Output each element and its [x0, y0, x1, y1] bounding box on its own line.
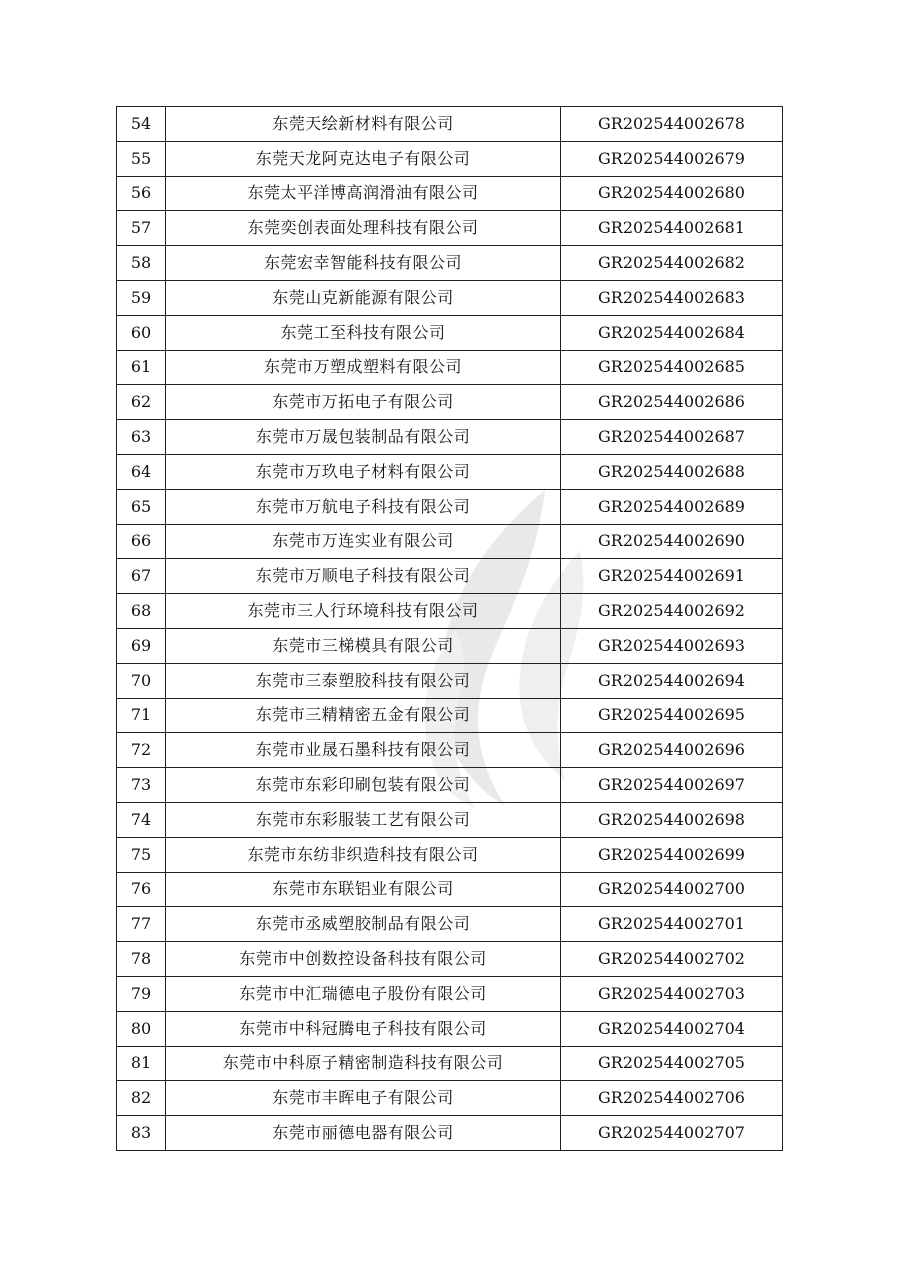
table-row [117, 141, 783, 176]
table-row [117, 733, 783, 768]
company-name: 东莞市三梯模具有限公司 [166, 628, 561, 663]
row-index: 77 [117, 907, 166, 942]
company-name: 东莞宏幸智能科技有限公司 [166, 246, 561, 281]
row-index: 59 [117, 280, 166, 315]
row-index: 66 [117, 524, 166, 559]
certificate-code: GR202544002692 [561, 594, 783, 629]
company-name: 东莞市万顺电子科技有限公司 [166, 559, 561, 594]
row-index: 70 [117, 663, 166, 698]
company-name: 东莞市东彩印刷包装有限公司 [166, 768, 561, 803]
row-index: 80 [117, 1011, 166, 1046]
table-row [117, 907, 783, 942]
company-name: 东莞市三精精密五金有限公司 [166, 698, 561, 733]
row-index: 75 [117, 837, 166, 872]
certificate-code: GR202544002696 [561, 733, 783, 768]
table-row [117, 385, 783, 420]
company-name: 东莞市三人行环境科技有限公司 [166, 594, 561, 629]
company-name: 东莞市东联铝业有限公司 [166, 872, 561, 907]
certificate-code: GR202544002704 [561, 1011, 783, 1046]
certificate-code: GR202544002690 [561, 524, 783, 559]
company-name: 东莞市丰晖电子有限公司 [166, 1081, 561, 1116]
table-row [117, 802, 783, 837]
certificate-code: GR202544002707 [561, 1116, 783, 1151]
company-name: 东莞市中科冠腾电子科技有限公司 [166, 1011, 561, 1046]
row-index: 65 [117, 489, 166, 524]
table-row [117, 559, 783, 594]
company-name: 东莞山克新能源有限公司 [166, 280, 561, 315]
row-index: 57 [117, 211, 166, 246]
row-index: 71 [117, 698, 166, 733]
row-index: 56 [117, 176, 166, 211]
row-index: 62 [117, 385, 166, 420]
row-index: 55 [117, 141, 166, 176]
table-row [117, 837, 783, 872]
certificate-code: GR202544002705 [561, 1046, 783, 1081]
row-index: 73 [117, 768, 166, 803]
certificate-code: GR202544002685 [561, 350, 783, 385]
company-name: 东莞奕创表面处理科技有限公司 [166, 211, 561, 246]
table-row [117, 628, 783, 663]
row-index: 78 [117, 942, 166, 977]
certificate-code: GR202544002700 [561, 872, 783, 907]
table-row [117, 942, 783, 977]
row-index: 74 [117, 802, 166, 837]
certificate-code: GR202544002703 [561, 976, 783, 1011]
certificate-code: GR202544002684 [561, 315, 783, 350]
table-row [117, 1011, 783, 1046]
company-name: 东莞市丽德电器有限公司 [166, 1116, 561, 1151]
company-name: 东莞市万拓电子有限公司 [166, 385, 561, 420]
table-row [117, 211, 783, 246]
table-row [117, 280, 783, 315]
row-index: 81 [117, 1046, 166, 1081]
table-row [117, 1046, 783, 1081]
certificate-code: GR202544002680 [561, 176, 783, 211]
company-list-table [116, 106, 783, 1151]
company-name: 东莞市东彩服装工艺有限公司 [166, 802, 561, 837]
certificate-code: GR202544002698 [561, 802, 783, 837]
row-index: 68 [117, 594, 166, 629]
company-name: 东莞市丞威塑胶制品有限公司 [166, 907, 561, 942]
company-name: 东莞市万连实业有限公司 [166, 524, 561, 559]
company-name: 东莞市东纺非织造科技有限公司 [166, 837, 561, 872]
row-index: 60 [117, 315, 166, 350]
certificate-code: GR202544002689 [561, 489, 783, 524]
table-row [117, 768, 783, 803]
certificate-code: GR202544002697 [561, 768, 783, 803]
company-name: 东莞工至科技有限公司 [166, 315, 561, 350]
table-row [117, 350, 783, 385]
row-index: 63 [117, 420, 166, 455]
certificate-code: GR202544002688 [561, 454, 783, 489]
company-name: 东莞市业晟石墨科技有限公司 [166, 733, 561, 768]
certificate-code: GR202544002679 [561, 141, 783, 176]
certificate-code: GR202544002683 [561, 280, 783, 315]
certificate-code: GR202544002694 [561, 663, 783, 698]
row-index: 83 [117, 1116, 166, 1151]
certificate-code: GR202544002699 [561, 837, 783, 872]
table-row [117, 176, 783, 211]
table-row [117, 663, 783, 698]
company-name: 东莞市万晟包装制品有限公司 [166, 420, 561, 455]
certificate-code: GR202544002686 [561, 385, 783, 420]
company-name: 东莞市中汇瑞德电子股份有限公司 [166, 976, 561, 1011]
company-name: 东莞市中科原子精密制造科技有限公司 [166, 1046, 561, 1081]
certificate-code: GR202544002678 [561, 107, 783, 142]
certificate-code: GR202544002682 [561, 246, 783, 281]
table-row [117, 872, 783, 907]
row-index: 69 [117, 628, 166, 663]
table-row [117, 524, 783, 559]
row-index: 72 [117, 733, 166, 768]
company-name: 东莞天绘新材料有限公司 [166, 107, 561, 142]
row-index: 58 [117, 246, 166, 281]
certificate-code: GR202544002691 [561, 559, 783, 594]
certificate-code: GR202544002701 [561, 907, 783, 942]
table-row [117, 107, 783, 142]
company-name: 东莞太平洋博高润滑油有限公司 [166, 176, 561, 211]
row-index: 64 [117, 454, 166, 489]
certificate-code: GR202544002706 [561, 1081, 783, 1116]
table-row [117, 698, 783, 733]
company-name: 东莞市万玖电子材料有限公司 [166, 454, 561, 489]
row-index: 54 [117, 107, 166, 142]
table-row [117, 454, 783, 489]
company-name: 东莞市万航电子科技有限公司 [166, 489, 561, 524]
row-index: 79 [117, 976, 166, 1011]
certificate-code: GR202544002693 [561, 628, 783, 663]
certificate-code: GR202544002687 [561, 420, 783, 455]
row-index: 76 [117, 872, 166, 907]
certificate-code: GR202544002702 [561, 942, 783, 977]
certificate-code: GR202544002695 [561, 698, 783, 733]
row-index: 61 [117, 350, 166, 385]
table-row [117, 594, 783, 629]
table-row [117, 420, 783, 455]
company-name: 东莞市中创数控设备科技有限公司 [166, 942, 561, 977]
certificate-code: GR202544002681 [561, 211, 783, 246]
company-name: 东莞天龙阿克达电子有限公司 [166, 141, 561, 176]
table-row [117, 1116, 783, 1151]
company-name: 东莞市万塑成塑料有限公司 [166, 350, 561, 385]
row-index: 82 [117, 1081, 166, 1116]
table-row [117, 315, 783, 350]
table-row [117, 976, 783, 1011]
table-row [117, 246, 783, 281]
row-index: 67 [117, 559, 166, 594]
company-name: 东莞市三泰塑胶科技有限公司 [166, 663, 561, 698]
table-row [117, 489, 783, 524]
table-row [117, 1081, 783, 1116]
